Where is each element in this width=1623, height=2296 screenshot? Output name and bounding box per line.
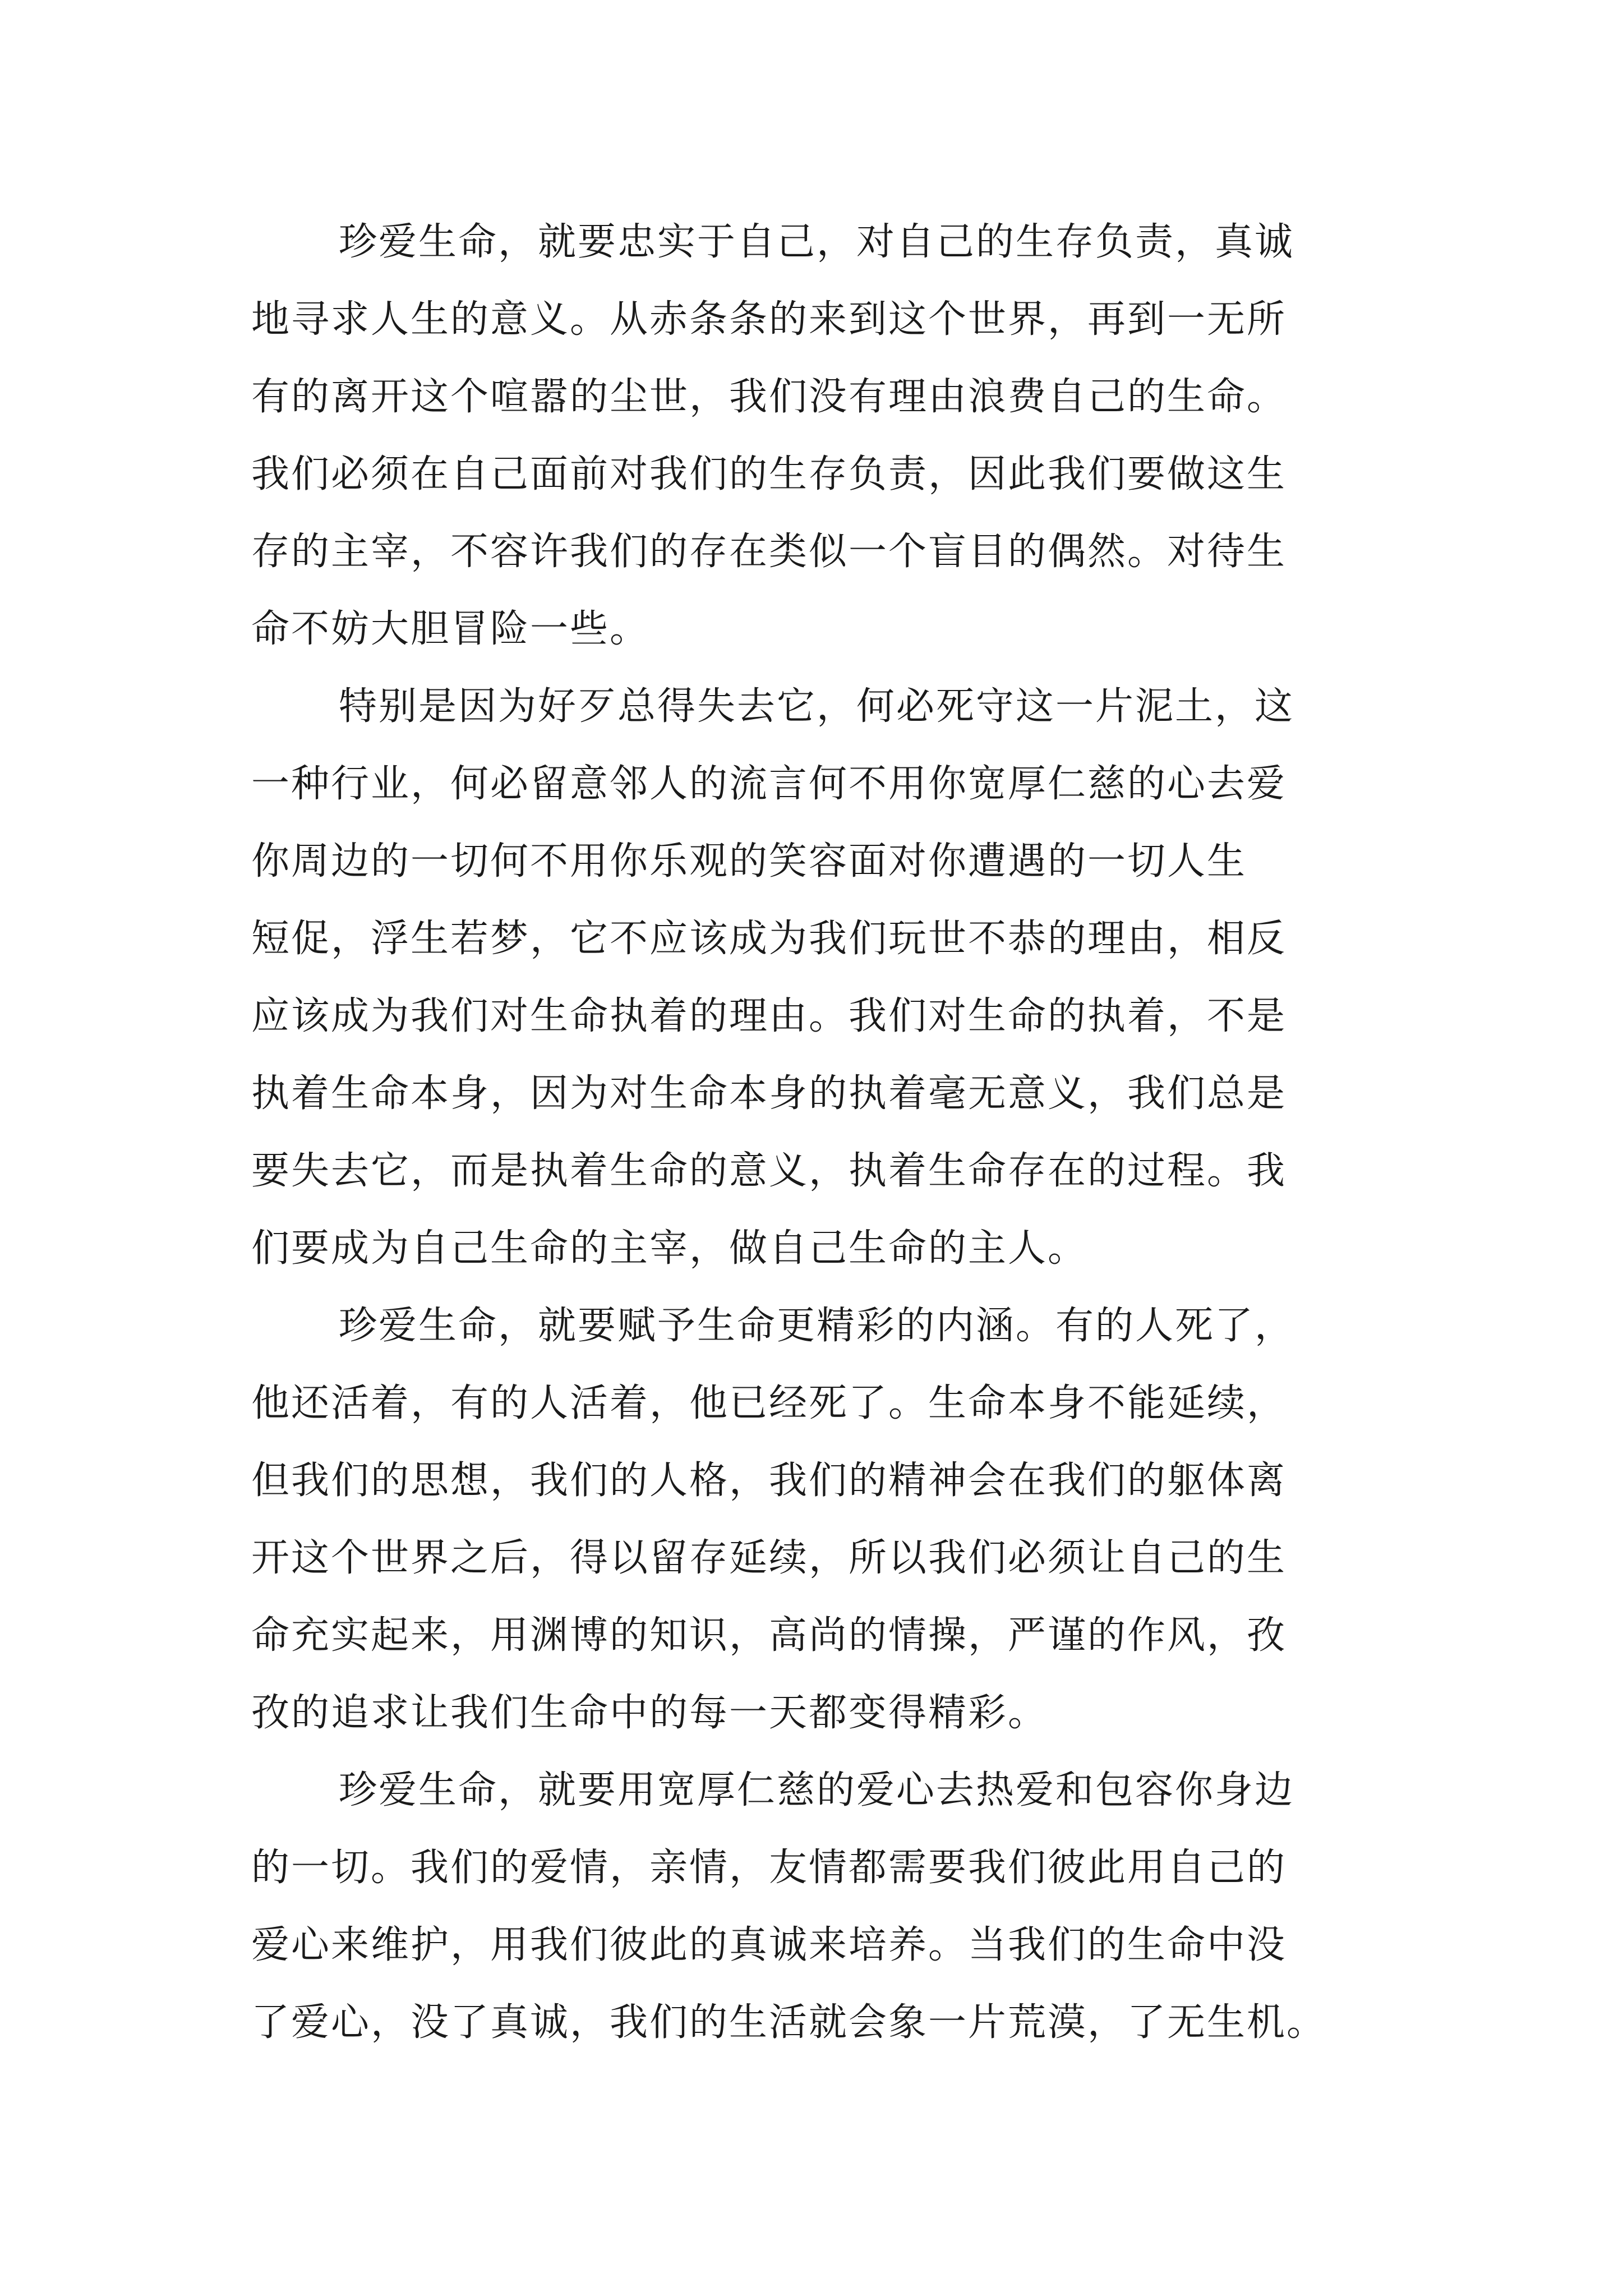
text-line: 有的离开这个喧嚣的尘世，我们没有理由浪费自己的生命。 [251,375,1287,419]
text-line: 珍爱生命，就要忠实于自己，对自己的生存负责，真诚 [339,220,1295,264]
text-line: 开这个世界之后，得以留存延续，所以我们必须让自己的生 [251,1536,1287,1580]
text-line: 地寻求人生的意义。从赤条条的来到这个世界，再到一无所 [251,297,1287,342]
text-line: 了爱心，没了真诚，我们的生活就会象一片荒漠，了无生机。 [251,2000,1327,2045]
paragraph-3 [251,1297,1395,1761]
text-line: 存的主宰，不容许我们的存在类似一个盲目的偶然。对待生 [251,530,1287,574]
paragraph-4 [251,1761,1395,2071]
text-line: 命不妨大胆冒险一些。 [251,607,650,651]
text-line: 我们必须在自己面前对我们的生存负责，因此我们要做这生 [251,452,1287,496]
paragraph-1 [251,213,1395,678]
text-line: 珍爱生命，就要赋予生命更精彩的内涵。有的人死了， [339,1304,1295,1348]
text-line: 命充实起来，用渊博的知识，高尚的情操，严谨的作风，孜 [251,1613,1287,1658]
text-line: 短促，浮生若梦，它不应该成为我们玩世不恭的理由，相反 [251,917,1287,961]
text-line: 应该成为我们对生命执着的理由。我们对生命的执着，不是 [251,994,1287,1038]
body-text [251,213,1395,2071]
text-line: 一种行业，何必留意邻人的流言何不用你宽厚仁慈的心去爱 [251,762,1287,806]
text-line: 他还活着，有的人活着，他已经死了。生命本身不能延续， [251,1381,1287,1425]
text-line: 的一切。我们的爱情，亲情，友情都需要我们彼此用自己的 [251,1846,1287,1890]
text-line: 要失去它，而是执着生命的意义，执着生命存在的过程。我 [251,1149,1287,1193]
paragraph-2 [251,678,1395,1297]
text-line: 你周边的一切何不用你乐观的笑容面对你遭遇的一切人生 [251,839,1247,884]
text-line: 孜的追求让我们生命中的每一天都变得精彩。 [251,1691,1048,1735]
text-line: 珍爱生命，就要用宽厚仁慈的爱心去热爱和包容你身边 [339,1768,1295,1812]
text-line: 特别是因为好歹总得失去它，何必死守这一片泥土，这 [339,684,1295,729]
text-line: 爱心来维护，用我们彼此的真诚来培养。当我们的生命中没 [251,1923,1287,1967]
text-line: 但我们的思想，我们的人格，我们的精神会在我们的躯体离 [251,1458,1287,1503]
text-line: 执着生命本身，因为对生命本身的执着毫无意义，我们总是 [251,1071,1287,1116]
text-line: 们要成为自己生命的主宰，做自己生命的主人。 [251,1226,1088,1271]
